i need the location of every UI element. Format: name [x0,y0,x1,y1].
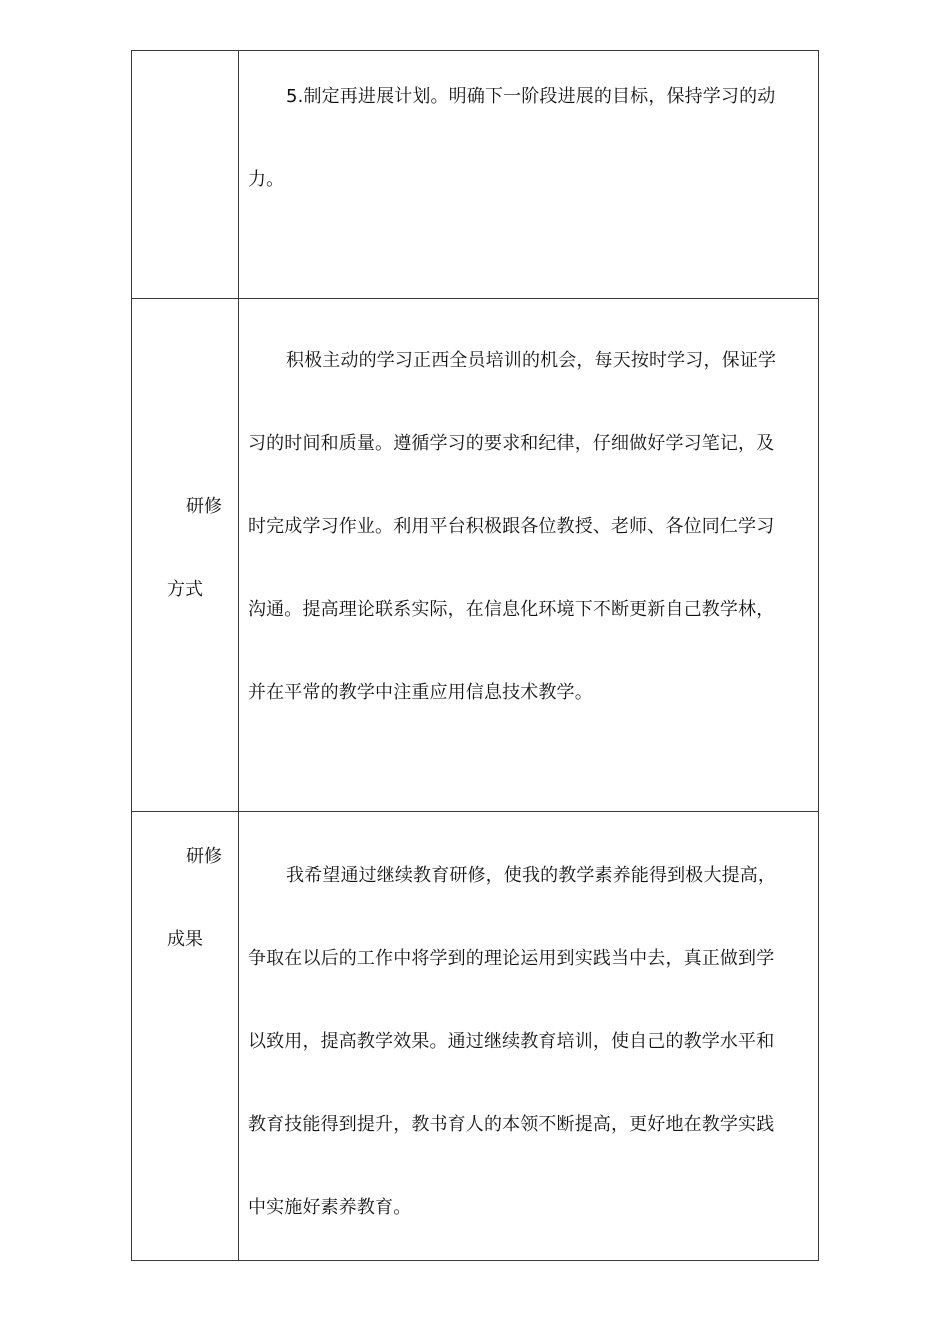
content-line: 力。 [248,169,285,190]
content-line: 我希望通过继续教育研修，使我的教学素养能得到极大提高， [286,865,777,886]
content-line: 教育技能得到提升，教书育人的本领不断提高，更好地在教学实践 [248,1114,775,1135]
row-label-line: 成果 [167,929,203,950]
content-line: 5.制定再进展计划。明确下一阶段进展的目标，保持学习的动 [286,86,776,107]
row-content-cell [239,812,818,1260]
content-line: 以致用，提高教学效果。通过继续教育培训，使自己的教学水平和 [248,1031,775,1052]
content-line: 争取在以后的工作中将学到的理论运用到实践当中去，真正做到学 [248,948,775,969]
content-line: 积极主动的学习正西全员培训的机会，每天按时学习，保证学 [286,350,777,371]
table-row-plan [132,51,818,298]
row-content-cell [239,51,818,298]
content-line: 并在平常的教学中注重应用信息技术教学。 [248,682,593,703]
table-row-research-outcome [132,811,818,1260]
row-label-line: 方式 [167,579,203,600]
row-label-line: 研修 [186,496,222,517]
row-label-cell [132,812,239,1260]
research-table [131,50,819,1261]
content-line: 中实施好素养教育。 [248,1197,412,1218]
row-content-cell [239,299,818,811]
row-label-cell [132,51,239,298]
row-label-line: 研修 [186,846,222,867]
content-line: 时完成学习作业。利用平台积极跟各位教授、老师、各位同仁学习 [248,516,775,537]
row-label-cell [132,299,239,811]
table-row-research-method [132,298,818,811]
content-line: 沟通。提高理论联系实际，在信息化环境下不断更新自己教学林， [248,599,775,620]
content-line: 习的时间和质量。遵循学习的要求和纪律，仔细做好学习笔记，及 [248,433,775,454]
